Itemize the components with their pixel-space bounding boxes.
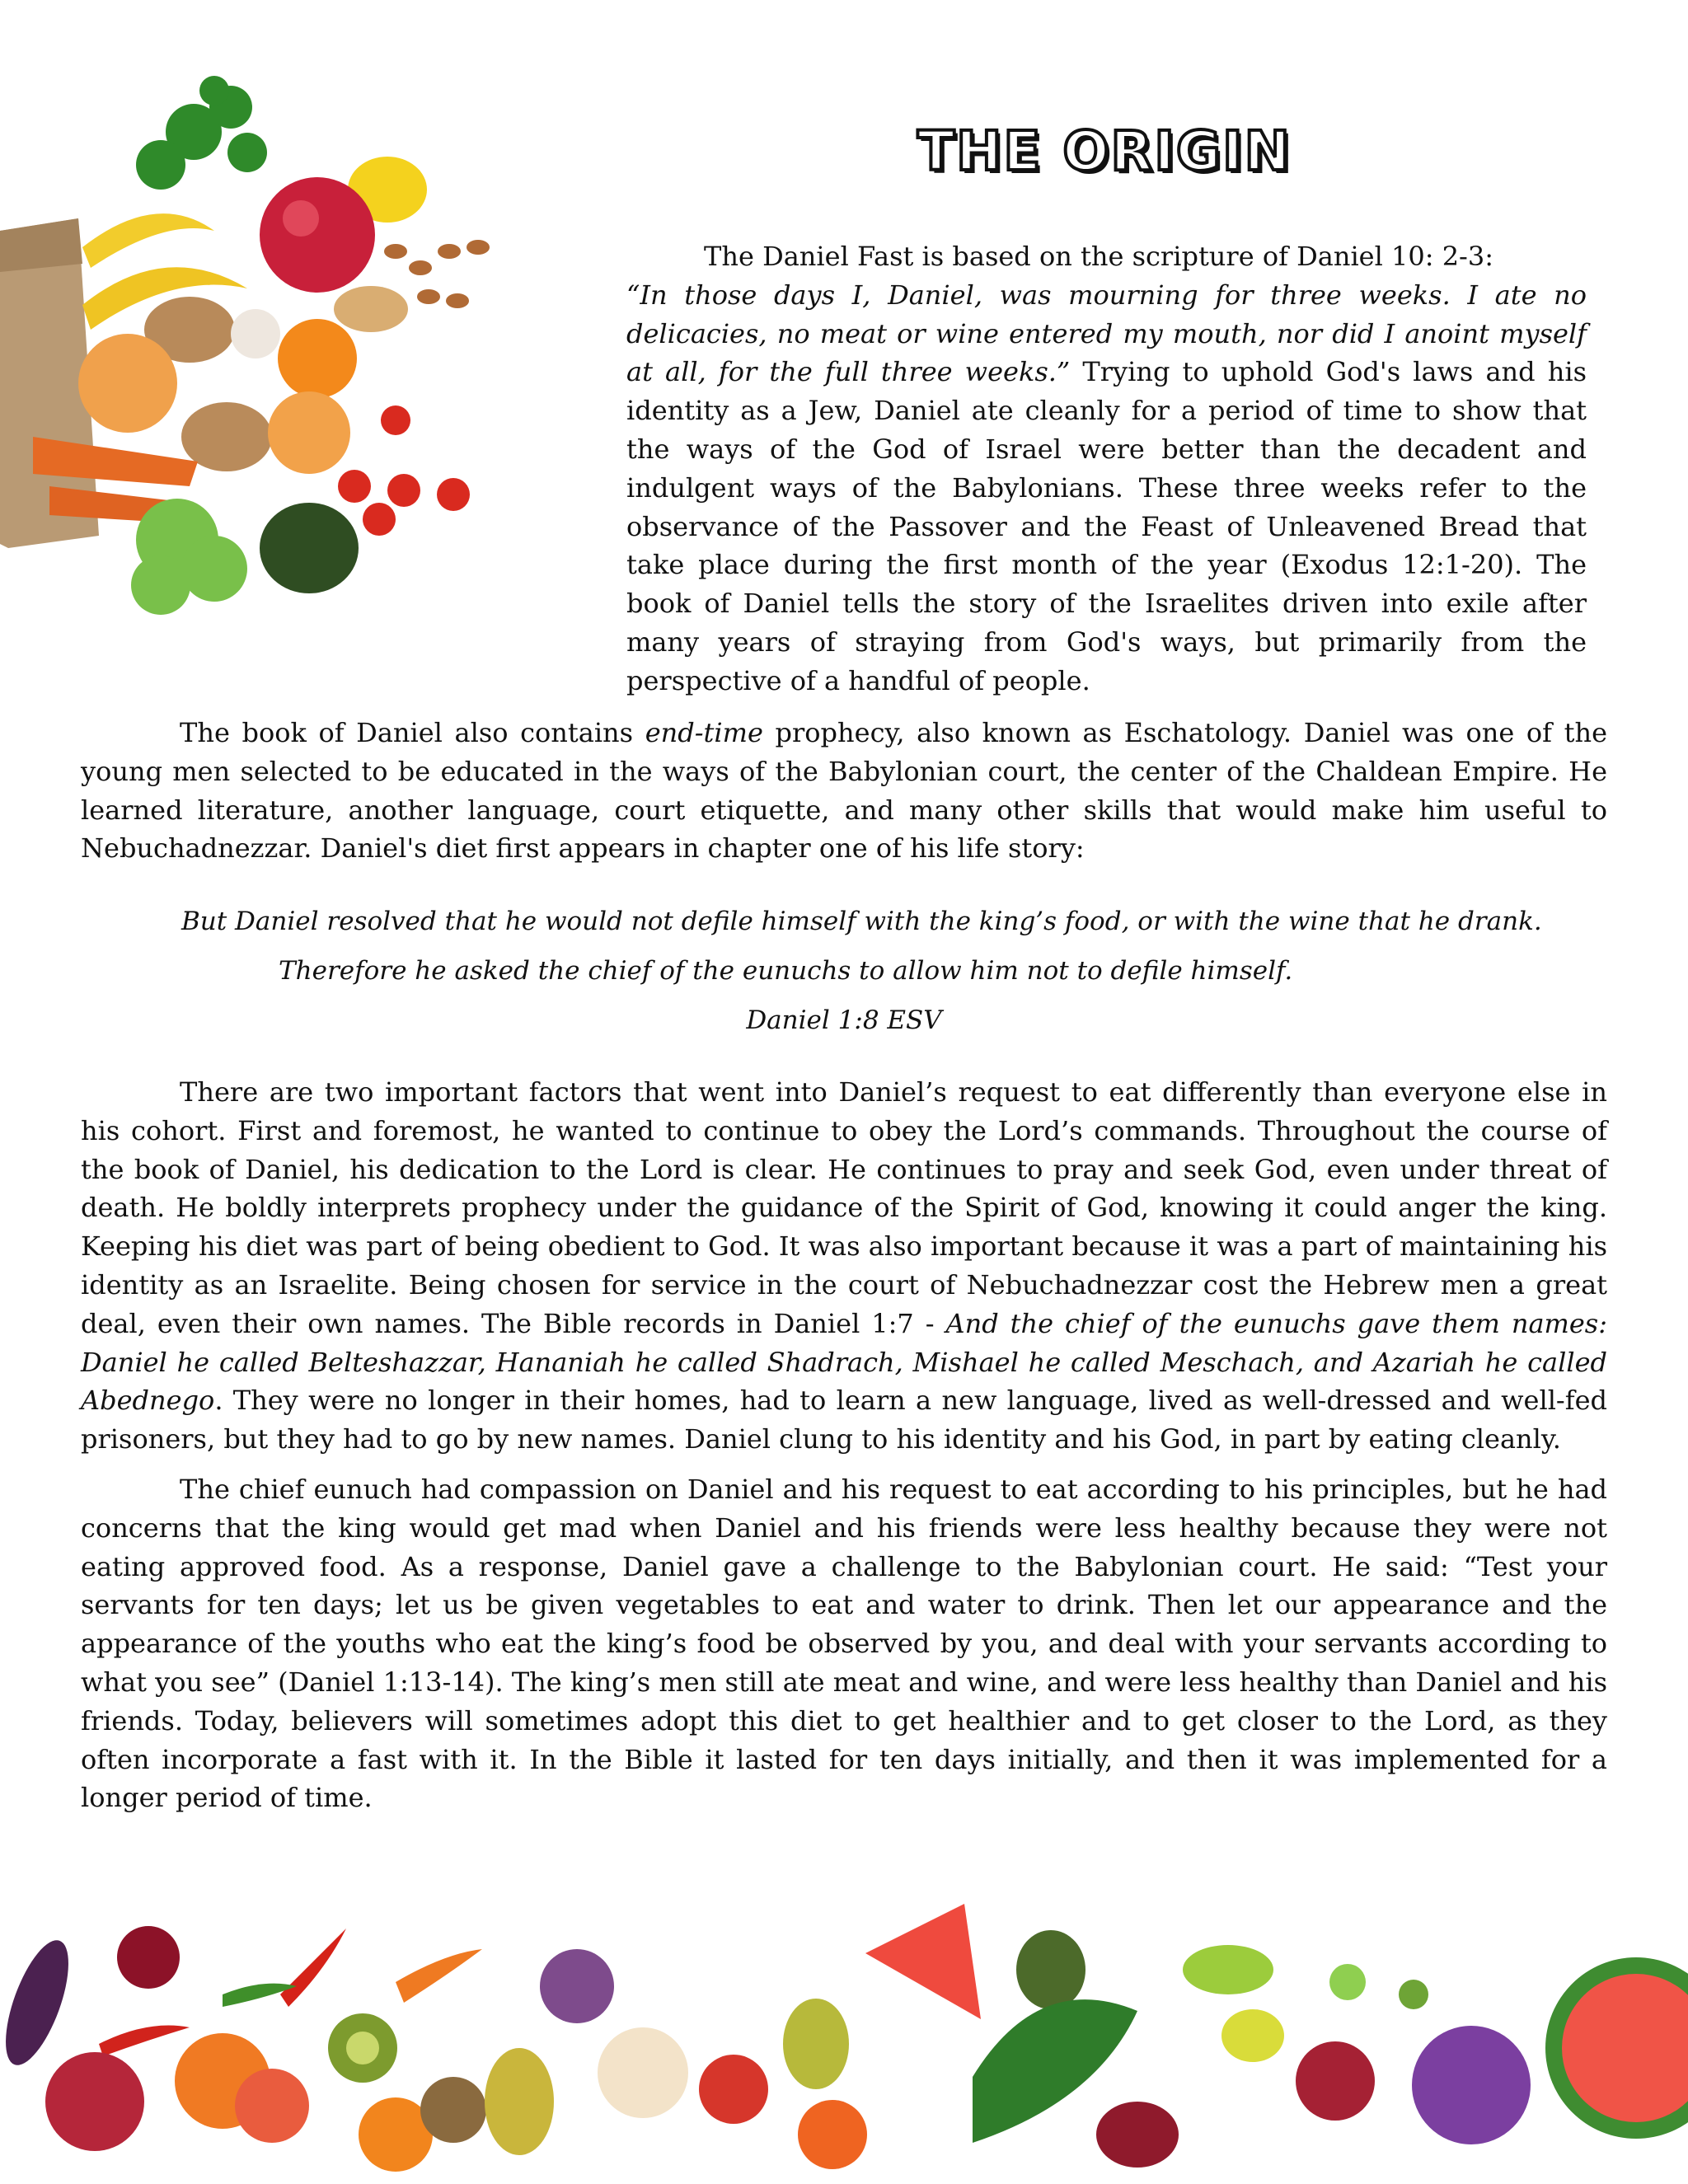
garlic bbox=[231, 309, 280, 359]
eggplant bbox=[0, 1933, 82, 2073]
parsley bbox=[136, 76, 267, 190]
bananas bbox=[82, 213, 214, 268]
pomegranate bbox=[45, 2052, 144, 2151]
apple bbox=[699, 2055, 768, 2124]
watermelon-slice bbox=[865, 1904, 981, 2019]
avocado bbox=[1016, 1930, 1085, 2009]
paragraph-italic-term: end-time bbox=[645, 717, 763, 748]
paragraph-chief-eunuch: The chief eunuch had compassion on Daniel and his request to eat according to his principles, but he had concerns that the king would get mad when Daniel and his friends were less healthy because they were not eating approved food. As a response, Daniel gave a challenge to the Babylonian court. He said: “Test your servants for ten days; let us be given vegetables to eat and water to drink. Then let our appearance and the appearance of the youths who eat the king’s food be observed by you, and deal with your servants according to what you see” (Daniel 1:13-14). The king’s men still ate meat and wine, and were less healthy than Daniel and his friends. Today, believers will sometimes adopt this diet to get healthier and to get closer to the Lord, as they often incorporate a fast with it. In the Bible it lasted for ten days initially, and then it was implemented for a longer period of time. bbox=[81, 1474, 1607, 1814]
pomegranate bbox=[1296, 2041, 1375, 2121]
pomegranate bbox=[260, 177, 375, 293]
beet bbox=[117, 1926, 180, 1989]
green-pepper bbox=[1183, 1945, 1273, 1994]
intro-paragraph bbox=[626, 237, 1587, 701]
red-cabbage bbox=[1412, 2026, 1531, 2144]
chili-pepper bbox=[99, 2026, 190, 2057]
paragraph-two-factors bbox=[81, 1073, 1607, 1459]
paragraph-text: The book of Daniel also contains bbox=[180, 717, 645, 748]
grapefruit bbox=[78, 334, 177, 433]
lime bbox=[1399, 1980, 1428, 2009]
scripture-quote-line-1: But Daniel resolved that he would not defile himself with the king’s food, or with the wine that he drank. bbox=[181, 907, 1542, 936]
paragraph-text: . They were no longer in their homes, had to learn a new language, lived as well-dressed and well-fed prisoners, but they had to go by new names. Daniel clung to his identity and his God, in part by eating cleanly. bbox=[81, 1385, 1607, 1455]
paragraph-italic-quote: And the chief of the eunuchs gave them names: Daniel he called Belteshazzar, Hananiah he called Shadrach, Mishael he called Meschach, and Azariah he called Abednego bbox=[81, 1307, 1608, 1417]
pear bbox=[783, 1999, 849, 2089]
pear bbox=[485, 2048, 554, 2155]
persimmon bbox=[798, 2100, 867, 2169]
paragraph-text: There are two important factors that went into Daniel’s request to eat differently than everyone else in his cohort. First and foremost, he wanted to continue to obey the Lord’s commands. Throughout the course of the book of Daniel, his dedication to the Lord is clear. He continues to pray and seek God, even under threat of death. He boldly interprets prophecy under the guidance of the Spirit of God, knowing it could anger the king. Keeping his diet was part of being obedient to God. It was also important because it was a part of maintaining his identity as an Israelite. Being chosen for service in the court of Nebuchadnezzar cost the Hebrew men a great deal, even their own names. The Bible records in Daniel 1:7 - bbox=[81, 1076, 1607, 1339]
intro-text: Trying to uphold God's laws and his identity as a Jew, Daniel ate cleanly for a period of time to show that the ways of the God of Israel were better than the decadent and indulgent ways of the Babylonians. These three weeks refer to the observance of the Passover and the Feast of Unleavened Bread that take place during the first month of the year (Exodus 12:1-20). The book of Daniel tells the story of the Israelites driven into exile after many years of straying from God's ways, but primarily from the perspective of a handful of people. bbox=[626, 356, 1587, 696]
paragraph-text: prophecy, also known as Eschatology. Daniel was one of the young men selected to be educated in the ways of the Babylonian court, the center of the Chaldean Empire. He learned literature, another language, court etiquette, and many other skills that would make him useful to Nebuchadnezzar. Daniel's diet first appears in chapter one of his life story: bbox=[81, 717, 1608, 865]
scripture-quote-line-2: Therefore he asked the chief of the eunuchs to allow him not to defile himself. bbox=[279, 956, 1293, 986]
peach bbox=[268, 391, 350, 474]
cherry-tomatoes bbox=[338, 405, 470, 536]
carrot bbox=[396, 1949, 482, 2003]
grocery-bag-produce-image bbox=[0, 74, 511, 618]
lettuce bbox=[131, 499, 247, 615]
intro-lead: The Daniel Fast is based on the scripture of Daniel 10: 2-3: bbox=[704, 241, 1493, 272]
intro-scripture-quote: “In those days I, Daniel, was mourning for three weeks. I ate no delicacies, no meat or wine entered my mouth, nor did I anoint myself at all, for the full three weeks.” bbox=[626, 279, 1587, 388]
beetroot bbox=[1096, 2102, 1179, 2168]
apple-half bbox=[598, 2027, 688, 2118]
page-title: THE ORIGIN bbox=[917, 120, 1292, 183]
lime bbox=[1329, 1964, 1366, 2000]
avocado bbox=[260, 503, 359, 593]
paragraph-eschatology bbox=[81, 714, 1607, 868]
chili-pepper bbox=[280, 1929, 346, 2007]
scripture-reference: Daniel 1:8 ESV bbox=[746, 1005, 942, 1035]
kiwi bbox=[420, 2077, 486, 2143]
yellow-pepper bbox=[1221, 2009, 1284, 2062]
ginger bbox=[334, 286, 408, 332]
orange bbox=[278, 319, 357, 398]
produce-border-image bbox=[0, 1896, 1688, 2184]
red-onion bbox=[540, 1949, 614, 2023]
